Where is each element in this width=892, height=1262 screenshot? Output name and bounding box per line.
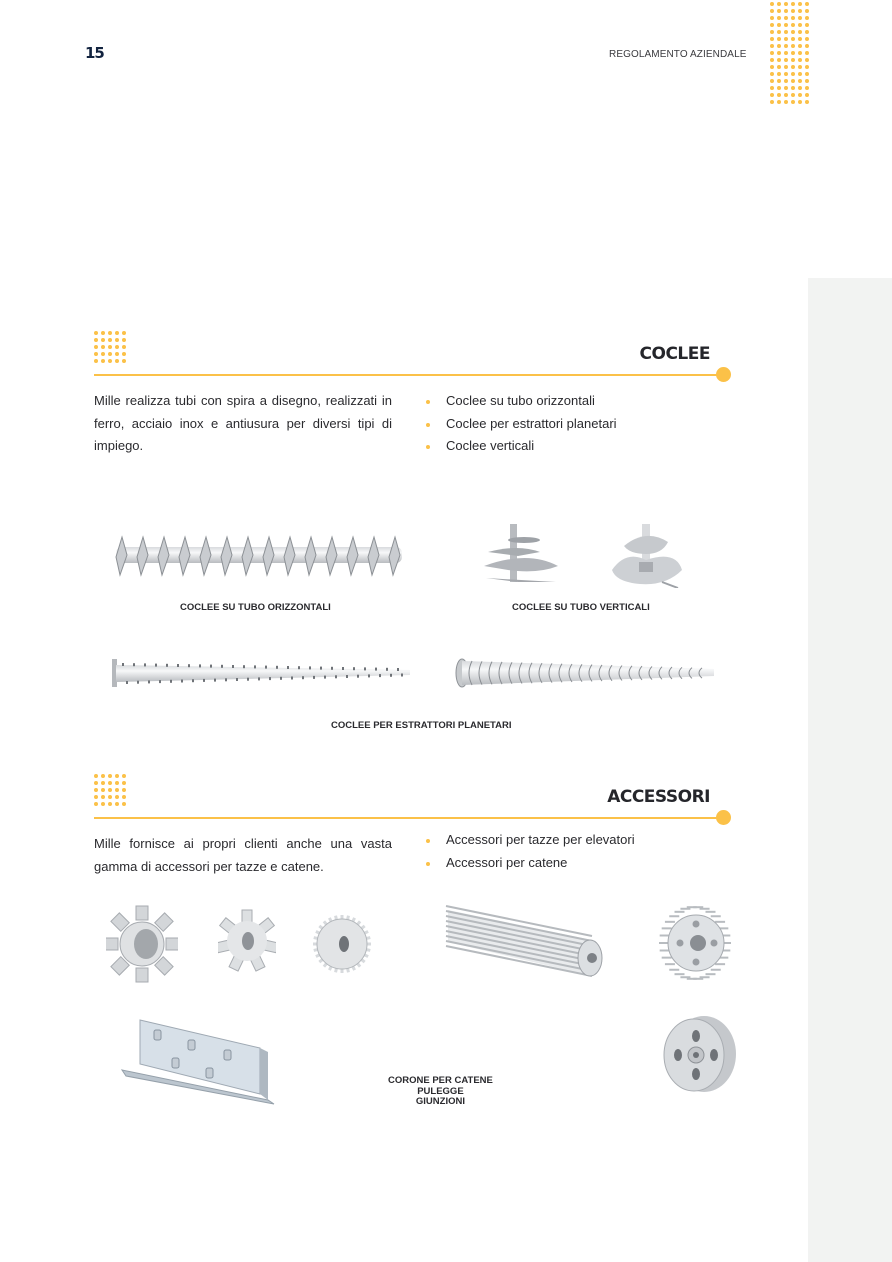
dot xyxy=(770,2,774,6)
dot xyxy=(791,30,795,34)
dot xyxy=(777,86,781,90)
dot xyxy=(101,802,105,806)
dot xyxy=(784,58,788,62)
bullet-dot-icon xyxy=(426,423,430,427)
dot xyxy=(122,802,126,806)
dot xyxy=(777,51,781,55)
section-description: Mille realizza tubi con spira a disegno, realizzati in ferro, acciaio inox e antiusura per diversi tipi di impiego. xyxy=(94,393,392,453)
dot xyxy=(798,44,802,48)
dot xyxy=(108,359,112,363)
dot xyxy=(805,51,809,55)
bullet-dot-icon xyxy=(426,862,430,866)
dot xyxy=(115,788,119,792)
dot xyxy=(805,37,809,41)
chain-joint-bracket-image xyxy=(118,1016,280,1108)
dot xyxy=(777,16,781,20)
dot xyxy=(101,774,105,778)
dot xyxy=(94,345,98,349)
section-description: Mille fornisce ai propri clienti anche una vasta gamma di accessori per tazze e catene. xyxy=(94,836,392,874)
dot xyxy=(798,58,802,62)
dot xyxy=(770,58,774,62)
dot xyxy=(798,16,802,20)
dot xyxy=(798,100,802,104)
dot xyxy=(805,72,809,76)
dot xyxy=(94,802,98,806)
dot xyxy=(798,37,802,41)
dot xyxy=(115,338,119,342)
dot xyxy=(777,23,781,27)
dot xyxy=(791,23,795,27)
dot xyxy=(770,93,774,97)
dot xyxy=(115,802,119,806)
dot xyxy=(777,100,781,104)
dot xyxy=(805,16,809,20)
dot xyxy=(94,338,98,342)
dot xyxy=(798,65,802,69)
dot xyxy=(94,331,98,335)
dot xyxy=(770,16,774,20)
dot xyxy=(101,359,105,363)
bullet-dot-icon xyxy=(426,445,430,449)
section-dot-grid xyxy=(94,774,126,806)
dot xyxy=(94,781,98,785)
bullet-list xyxy=(426,390,617,458)
dot xyxy=(791,100,795,104)
dot xyxy=(784,79,788,83)
page-number: 15 xyxy=(85,44,104,62)
dot xyxy=(777,30,781,34)
section-dot-grid xyxy=(94,331,126,363)
dot xyxy=(122,788,126,792)
dot xyxy=(777,2,781,6)
bullet-dot-icon xyxy=(426,839,430,843)
section-divider-dot xyxy=(716,367,731,382)
dot xyxy=(784,16,788,20)
decorative-dot-grid xyxy=(770,2,809,104)
dot xyxy=(101,788,105,792)
dot xyxy=(94,359,98,363)
section-title: ACCESSORI xyxy=(607,787,710,807)
dot xyxy=(115,359,119,363)
dot xyxy=(805,44,809,48)
horizontal-screw-conveyor-image xyxy=(112,535,407,577)
bullet-item: Coclee verticali xyxy=(426,435,617,458)
dot xyxy=(791,58,795,62)
dot xyxy=(770,72,774,76)
dot xyxy=(798,86,802,90)
document-title: REGOLAMENTO AZIENDALE xyxy=(609,49,747,60)
dot xyxy=(784,37,788,41)
section-divider xyxy=(94,817,718,819)
accessories-caption: CORONE PER CATENE PULEGGE GIUNZIONI xyxy=(388,1075,493,1107)
dot xyxy=(784,100,788,104)
dot xyxy=(791,72,795,76)
dot xyxy=(791,2,795,6)
dot xyxy=(798,9,802,13)
dot xyxy=(784,65,788,69)
dot xyxy=(770,86,774,90)
dot xyxy=(122,359,126,363)
vertical-screw-flat-image xyxy=(478,520,560,586)
dot xyxy=(101,345,105,349)
dot xyxy=(777,58,781,62)
dot xyxy=(784,44,788,48)
dot xyxy=(784,93,788,97)
dot xyxy=(101,331,105,335)
dot xyxy=(122,352,126,356)
dot xyxy=(94,795,98,799)
dot xyxy=(777,93,781,97)
dot xyxy=(777,37,781,41)
dot xyxy=(798,30,802,34)
dot xyxy=(108,774,112,778)
bullet-item: Coclee per estrattori planetari xyxy=(426,413,617,436)
dot xyxy=(108,788,112,792)
dot xyxy=(770,65,774,69)
dot xyxy=(770,44,774,48)
dot xyxy=(805,93,809,97)
dot xyxy=(777,9,781,13)
dot xyxy=(101,352,105,356)
dot xyxy=(115,795,119,799)
dot xyxy=(791,9,795,13)
bullet-item: Accessori per tazze per elevatori xyxy=(426,829,635,852)
bullet-dot-icon xyxy=(426,400,430,404)
side-panel xyxy=(808,278,892,1262)
dot xyxy=(798,23,802,27)
dot xyxy=(784,9,788,13)
dot xyxy=(94,774,98,778)
dot xyxy=(805,30,809,34)
dot xyxy=(798,93,802,97)
dot xyxy=(791,44,795,48)
dot xyxy=(122,774,126,778)
dot xyxy=(798,51,802,55)
dot xyxy=(777,72,781,76)
dot xyxy=(770,37,774,41)
bullet-item: Coclee su tubo orizzontali xyxy=(426,390,617,413)
dot xyxy=(791,79,795,83)
bullet-list xyxy=(426,829,635,874)
dot xyxy=(805,9,809,13)
dot xyxy=(784,2,788,6)
chain-sprocket-toothed-image xyxy=(310,906,374,982)
dot xyxy=(784,86,788,90)
dot xyxy=(791,86,795,90)
dot xyxy=(805,86,809,90)
dot xyxy=(777,44,781,48)
dot xyxy=(805,2,809,6)
dot xyxy=(122,338,126,342)
dot xyxy=(122,331,126,335)
image-caption: COCLEE SU TUBO VERTICALI xyxy=(512,602,650,613)
dot xyxy=(108,345,112,349)
dot xyxy=(770,79,774,83)
dot xyxy=(770,30,774,34)
section-divider-dot xyxy=(716,810,731,825)
section-divider xyxy=(94,374,718,376)
solid-pulley-image xyxy=(654,1014,738,1096)
dot xyxy=(791,93,795,97)
dot xyxy=(115,345,119,349)
dot xyxy=(805,79,809,83)
dot xyxy=(784,51,788,55)
dot xyxy=(108,795,112,799)
dot xyxy=(770,100,774,104)
dot xyxy=(791,37,795,41)
dot xyxy=(784,72,788,76)
dot xyxy=(770,51,774,55)
image-caption: COCLEE SU TUBO ORIZZONTALI xyxy=(180,602,331,613)
dot xyxy=(798,72,802,76)
image-caption: COCLEE PER ESTRATTORI PLANETARI xyxy=(331,720,512,731)
planetary-screw-1-image xyxy=(110,655,415,691)
dot xyxy=(94,788,98,792)
dot xyxy=(108,338,112,342)
chain-sprocket-flat-image xyxy=(218,902,276,980)
dot xyxy=(101,781,105,785)
chain-sprocket-double-image xyxy=(106,900,178,988)
dot xyxy=(805,58,809,62)
vertical-screw-helical-image xyxy=(606,520,686,588)
cage-drum-pulley-image xyxy=(442,896,610,984)
dot xyxy=(115,781,119,785)
dot xyxy=(777,79,781,83)
dot xyxy=(101,338,105,342)
dot xyxy=(101,795,105,799)
dot xyxy=(122,345,126,349)
dot xyxy=(770,23,774,27)
planetary-screw-2-image xyxy=(452,655,717,691)
dot xyxy=(784,23,788,27)
dot xyxy=(770,9,774,13)
dot xyxy=(108,802,112,806)
dot xyxy=(805,23,809,27)
dot xyxy=(798,79,802,83)
dot xyxy=(791,65,795,69)
dot xyxy=(798,2,802,6)
cage-pulley-image xyxy=(654,902,734,984)
dot xyxy=(777,65,781,69)
dot xyxy=(791,16,795,20)
dot xyxy=(805,100,809,104)
dot xyxy=(108,331,112,335)
dot xyxy=(115,331,119,335)
dot xyxy=(805,65,809,69)
dot xyxy=(94,352,98,356)
bullet-item: Accessori per catene xyxy=(426,852,635,875)
dot xyxy=(791,51,795,55)
dot xyxy=(115,774,119,778)
dot xyxy=(784,30,788,34)
dot xyxy=(122,781,126,785)
section-title: COCLEE xyxy=(639,344,710,364)
dot xyxy=(115,352,119,356)
dot xyxy=(108,352,112,356)
dot xyxy=(122,795,126,799)
dot xyxy=(108,781,112,785)
